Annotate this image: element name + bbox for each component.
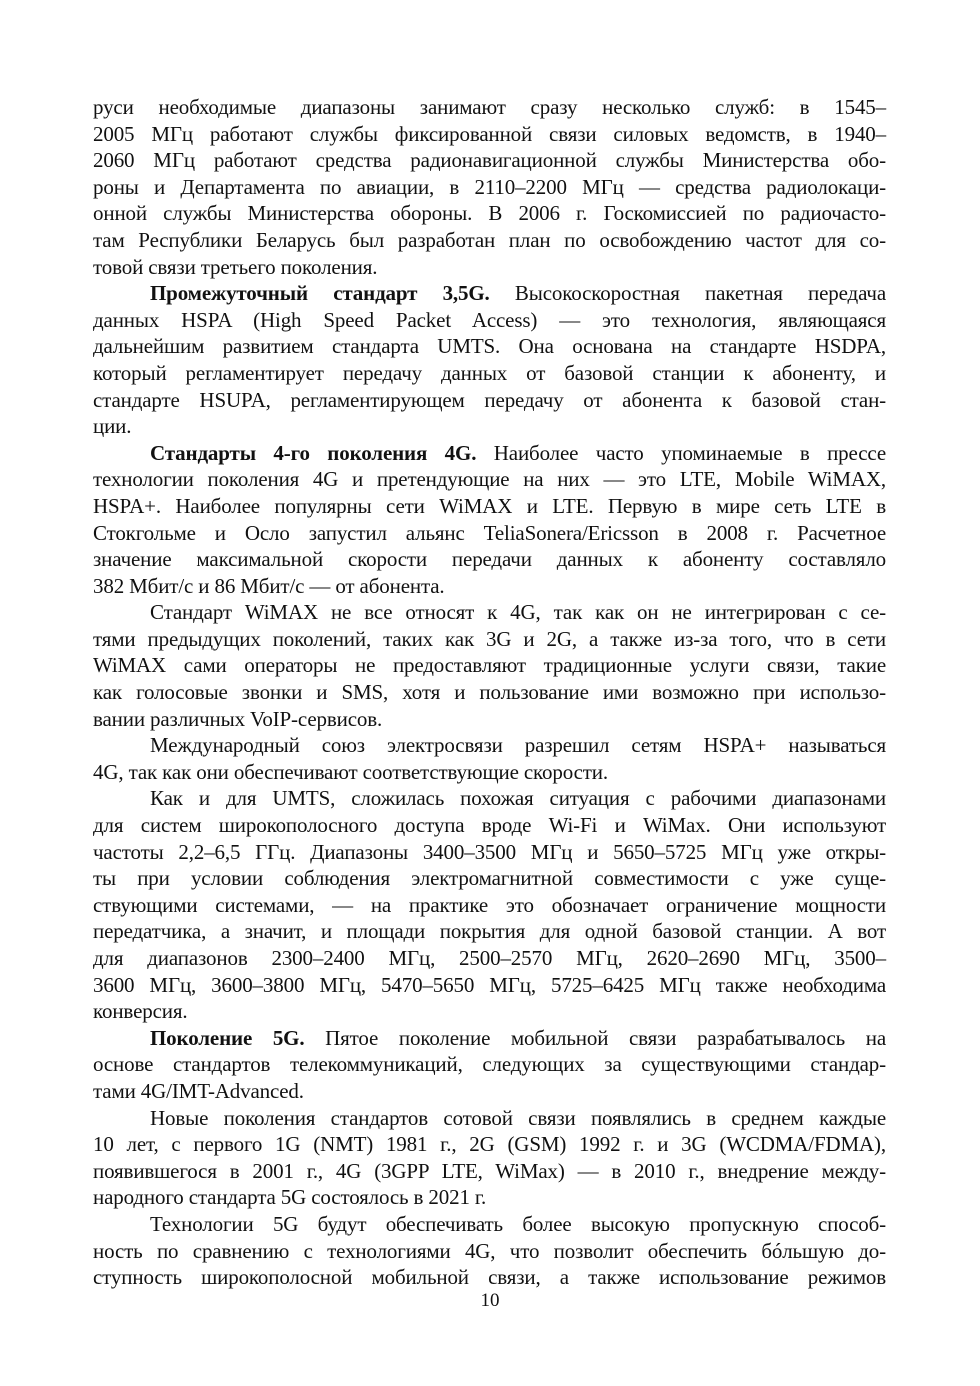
- text-line: [93, 839, 886, 866]
- text-line: [93, 1211, 886, 1238]
- text-line: [93, 918, 886, 945]
- text-line: [93, 360, 886, 387]
- line-text: ты при условии соблюдения электромагнитной совместимости с уже суще-: [93, 866, 886, 891]
- line-text: технологии поколения 4G и претендующие на них — это LTE, Mobile WiMAX,: [93, 467, 886, 492]
- page-body: [93, 94, 886, 1291]
- text-line: [93, 147, 886, 174]
- line-text: Высокоскоростная пакетная передача: [514, 281, 886, 306]
- text-line: [93, 387, 886, 414]
- line-text: для систем широкополосного доступа вроде Wi-Fi и WiMax. Они используют: [93, 813, 886, 838]
- line-text: стандарте HSUPA, регламентирующем передачу от абонента к базовой стан-: [93, 387, 886, 412]
- paragraph: [93, 785, 886, 1024]
- paragraph: [93, 440, 886, 600]
- text-line: [93, 865, 886, 892]
- text-line: [93, 466, 886, 493]
- line-text: там Республики Беларусь был разработан план по освобождению частот для со-: [93, 227, 886, 252]
- text-line: [93, 1105, 886, 1132]
- line-text: Пятое поколение мобильной связи разрабатывалось на: [325, 1025, 886, 1050]
- text-line: [93, 1184, 886, 1211]
- text-line: [93, 679, 886, 706]
- paragraph: [93, 1025, 886, 1105]
- paragraph: [93, 1211, 886, 1291]
- text-line: [93, 174, 886, 201]
- line-text: ность по сравнению с технологиями 4G, что позволит обеспечить бóльшую до-: [93, 1238, 886, 1263]
- line-text: 2005 МГц работают службы фиксированной связи силовых ведомств, в 1940–: [93, 121, 886, 146]
- text-line: [93, 413, 886, 440]
- text-line: [93, 998, 886, 1025]
- line-text: 3600 МГц, 3600–3800 МГц, 5470–5650 МГц, 5725–6425 МГц также необходима: [93, 972, 886, 997]
- text-line: [93, 812, 886, 839]
- line-text: как голосовые звонки и SMS, хотя и пользование ими возможно при использо-: [93, 680, 886, 705]
- line-text: 10 лет, с первого 1G (NMT) 1981 г., 2G (GSM) 1992 г. и 3G (WCDMA/FDMA),: [93, 1132, 886, 1157]
- text-line: [93, 307, 886, 334]
- line-text: вании различных VoIP-сервисов.: [93, 706, 383, 731]
- paragraph: [93, 94, 886, 280]
- line-text: данных HSPA (High Speed Packet Access) — это технология, являющаяся: [93, 307, 886, 332]
- text-line: [93, 121, 886, 148]
- text-line: [93, 94, 886, 121]
- text-line: [93, 227, 886, 254]
- line-text: Новые поколения стандартов сотовой связи появлялись в среднем каждые: [150, 1105, 886, 1130]
- text-line: [93, 1264, 886, 1291]
- text-line: [93, 546, 886, 573]
- text-line: [93, 440, 886, 467]
- text-line: [93, 759, 886, 786]
- paragraph: [93, 732, 886, 785]
- line-text: Как и для UMTS, сложилась похожая ситуация с рабочими диапазонами: [150, 786, 886, 811]
- text-line: [93, 520, 886, 547]
- line-text: частоты 2,2–6,5 ГГц. Диапазоны 3400–3500 МГц и 5650–5725 МГц уже откры-: [93, 839, 886, 864]
- line-text: значение максимальной скорости передачи данных к абоненту составляло: [93, 547, 886, 572]
- text-line: [93, 706, 886, 733]
- text-line: [93, 785, 886, 812]
- paragraph-heading: Поколение 5G.: [150, 1025, 326, 1050]
- line-text: который регламентирует передачу данных от базовой станции к абоненту, и: [93, 360, 886, 385]
- text-line: [93, 1078, 886, 1105]
- line-text: конверсия.: [93, 999, 188, 1024]
- text-line: [93, 280, 886, 307]
- line-text: WiMAX сами операторы не предоставляют традиционные услуги связи, такие: [93, 653, 886, 678]
- page-number: 10: [480, 1290, 500, 1311]
- line-text: ступность широкополосной мобильной связи, а также использование режимов: [93, 1265, 886, 1290]
- line-text: Стокгольме и Осло запустил альянс TeliaSonera/Ericsson в 2008 г. Расчетное: [93, 520, 886, 545]
- text-line: [93, 1025, 886, 1052]
- text-line: [93, 573, 886, 600]
- text-line: [93, 1051, 886, 1078]
- line-text: дальнейшим развитием стандарта UMTS. Она основана на стандарте HSDPA,: [93, 334, 886, 359]
- line-text: Международный союз электросвязи разрешил сетям HSPA+ называться: [150, 733, 886, 758]
- line-text: Наиболее часто упоминаемые в прессе: [493, 440, 886, 465]
- text-line: [93, 254, 886, 281]
- line-text: товой связи третьего поколения.: [93, 254, 378, 279]
- line-text: Технологии 5G будут обеспечивать более высокую пропускную способ-: [150, 1211, 886, 1236]
- line-text: тями предыдущих поколений, таких как 3G и 2G, а также из-за того, что в сети: [93, 626, 886, 651]
- line-text: появившегося в 2001 г., 4G (3GPP LTE, WiMax) — в 2010 г., внедрение между-: [93, 1158, 886, 1183]
- text-line: [93, 599, 886, 626]
- line-text: тами 4G/IMT-Advanced.: [93, 1078, 304, 1103]
- line-text: роны и Департамента по авиации, в 2110–2200 МГц — средства радиолокаци-: [93, 174, 886, 199]
- paragraph: [93, 1105, 886, 1211]
- line-text: Стандарт WiMAX не все относят к 4G, так как он не интегрирован с се-: [150, 600, 886, 625]
- line-text: HSPA+. Наиболее популярны сети WiMAX и LTE. Первую в мире сеть LTE в: [93, 493, 886, 518]
- line-text: 382 Мбит/с и 86 Мбит/с — от абонента.: [93, 573, 445, 598]
- text-line: [93, 1238, 886, 1265]
- line-text: ствующими системами, — на практике это обозначает ограничение мощности: [93, 892, 886, 917]
- line-text: народного стандарта 5G состоялось в 2021 г.: [93, 1185, 487, 1210]
- text-line: [93, 493, 886, 520]
- text-line: [93, 1131, 886, 1158]
- line-text: ции.: [93, 414, 132, 439]
- line-text: онной службы Министерства обороны. В 2006 г. Госкомиссией по радиочасто-: [93, 201, 886, 226]
- text-line: [93, 732, 886, 759]
- paragraph-heading: Стандарты 4-го поколения 4G.: [150, 440, 494, 465]
- text-line: [93, 626, 886, 653]
- text-line: [93, 892, 886, 919]
- text-line: [93, 333, 886, 360]
- text-line: [93, 972, 886, 999]
- line-text: основе стандартов телекоммуникаций, следующих за существующими стандар-: [93, 1052, 886, 1077]
- text-line: [93, 945, 886, 972]
- line-text: передатчика, а значит, и площади покрытия для одной базовой станции. А вот: [93, 919, 886, 944]
- paragraph-heading: Промежуточный стандарт 3,5G.: [150, 281, 515, 306]
- line-text: 4G, так как они обеспечивают соответствующие скорости.: [93, 759, 608, 784]
- paragraph: [93, 599, 886, 732]
- line-text: 2060 МГц работают средства радионавигационной службы Министерства обо-: [93, 148, 886, 173]
- text-line: [93, 652, 886, 679]
- text-line: [93, 1158, 886, 1185]
- text-line: [93, 200, 886, 227]
- paragraph: [93, 280, 886, 440]
- line-text: руси необходимые диапазоны занимают сразу несколько служб: в 1545–: [93, 95, 886, 119]
- line-text: для диапазонов 2300–2400 МГц, 2500–2570 МГц, 2620–2690 МГц, 3500–: [93, 946, 886, 970]
